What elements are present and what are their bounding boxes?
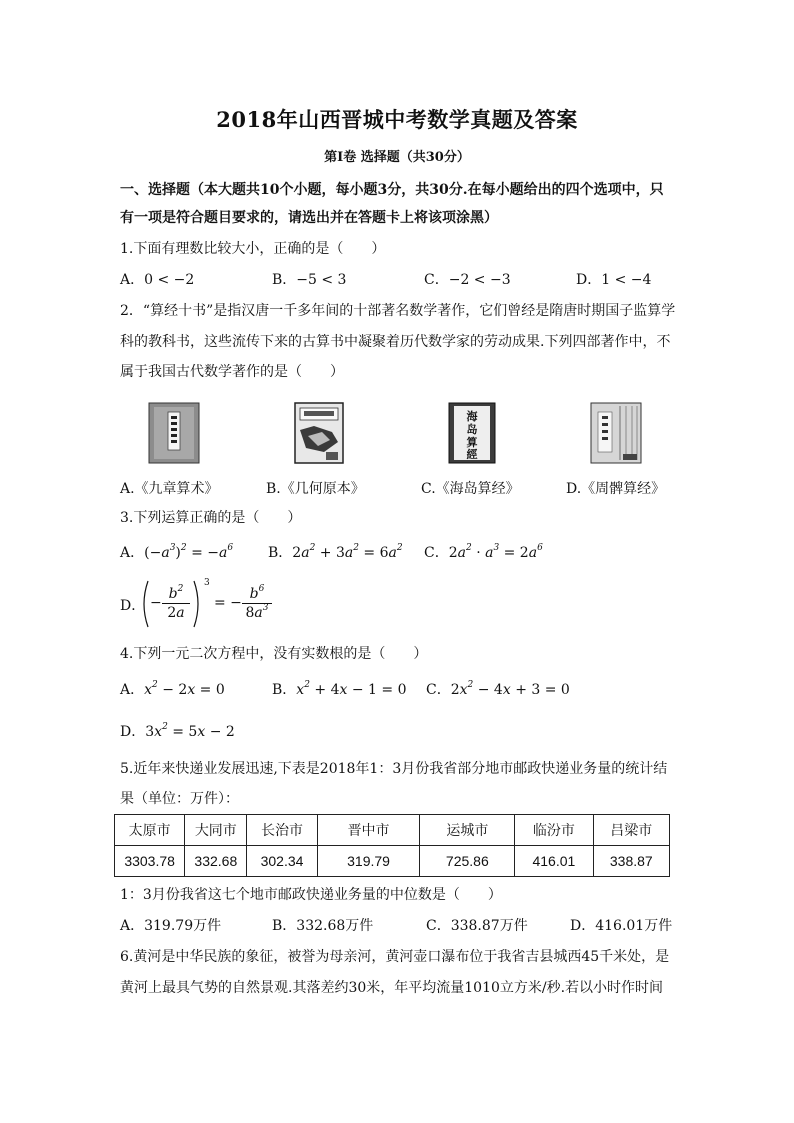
q3-option-c-expr: $2a^2 \cdot a^3 = 2a^6$ — [448, 543, 543, 561]
q6-line2: 黄河上最具气势的自然景观.其落差约30米，年平均流量1010立方米/秒.若以小时作时间 — [120, 980, 664, 996]
table-header-cell: 晋中市 — [317, 815, 420, 846]
table-cell: 302.34 — [247, 846, 317, 877]
q2-line1: 2．“算经十书”是指汉唐一千多年间的十部著名数学著作，它们曾经是隋唐时期国子监算学 — [120, 303, 676, 319]
svg-text:算: 算 — [466, 436, 478, 449]
table-cell: 332.68 — [185, 846, 247, 877]
section-subtitle: 第Ⅰ卷 选择题（共30分） — [324, 150, 470, 165]
q3-stem: 3.下列运算正确的是（ ） — [120, 510, 302, 526]
book-image-jihe — [294, 402, 344, 464]
q1-option-d: D．1 < −4 — [576, 272, 652, 288]
q5-option-b: B．332.68万件 — [272, 918, 374, 934]
fraction-left: $\frac{b^2}{2a}$ — [162, 585, 190, 622]
q2-line2: 科的教科书，这些流传下来的古算书中凝聚着历代数学家的劳动成果.下列四部著作中，不 — [120, 334, 671, 350]
page-title: 2018年山西晋城中考数学真题及答案 — [216, 107, 578, 132]
table-header-cell: 吕梁市 — [593, 815, 669, 846]
svg-text:岛: 岛 — [466, 423, 478, 436]
minus-sign: − — [150, 595, 162, 611]
q4-option-d-label: D． — [120, 724, 146, 740]
table-header-cell: 临汾市 — [515, 815, 593, 846]
q4-option-b — [272, 681, 406, 699]
q3-option-b — [268, 544, 403, 562]
equals-minus: = − — [214, 595, 242, 611]
q4-stem: 4.下列一元二次方程中，没有实数根的是（ ） — [120, 646, 428, 662]
section-instructions-line1: 一、选择题（本大题共10个小题，每小题3分，共30分.在每小题给出的四个选项中，只 — [120, 182, 664, 198]
q4-option-a-label: A． — [120, 682, 145, 698]
q3-option-d — [120, 576, 320, 632]
q4-option-b-label: B． — [272, 682, 297, 698]
table-header-cell: 运城市 — [420, 815, 515, 846]
table-cell: 319.79 — [317, 846, 420, 877]
table-header-cell: 大同市 — [185, 815, 247, 846]
q3-option-d-label: D． — [120, 598, 146, 614]
q4-option-d-expr: $3x^2 = 5x - 2$ — [145, 722, 235, 740]
fraction-right: $\frac{b^6}{8a^3}$ — [242, 585, 272, 622]
q4-option-a-expr: $x^2 - 2x = 0$ — [144, 680, 225, 698]
book-image-zhoubi — [590, 402, 642, 464]
q3-option-c — [424, 544, 543, 562]
svg-text:海: 海 — [466, 410, 478, 423]
book-image-jiuzhang — [148, 402, 200, 464]
q4-option-c-expr: $2x^2 - 4x + 3 = 0$ — [450, 680, 570, 698]
table-cell: 338.87 — [593, 846, 669, 877]
q6-line1: 6.黄河是中华民族的象征，被誉为母亲河，黄河壶口瀑布位于我省吉县城西45千米处，是 — [120, 949, 670, 965]
q3-option-c-label: C． — [424, 545, 449, 561]
svg-text:經: 經 — [466, 448, 478, 461]
left-paren — [138, 580, 150, 628]
q3-option-a-label: A． — [120, 545, 145, 561]
q3-option-b-label: B． — [268, 545, 293, 561]
q1-option-b: B．−5 < 3 — [272, 272, 347, 288]
q4-option-c-label: C． — [426, 682, 451, 698]
q3-option-a — [120, 544, 233, 562]
book-image-haidao — [448, 402, 496, 464]
q1-stem: 1.下面有理数比较大小，正确的是（ ） — [120, 241, 386, 257]
q5-stats-table — [114, 814, 670, 877]
q1-option-c: C．−2 < −3 — [424, 272, 511, 288]
q4-option-c — [426, 681, 570, 699]
q3-option-a-expr: $(-a^3)^2 = -a^6$ — [144, 543, 234, 561]
q5-option-d: D．416.01万件 — [570, 918, 673, 934]
outer-exponent: 3 — [204, 578, 210, 588]
q1-option-a: A．0 < −2 — [120, 272, 195, 288]
q5-line2: 果（单位：万件）： — [120, 791, 239, 807]
q2-option-b: B.《几何原本》 — [266, 481, 365, 497]
section-instructions-line2: 有一项是符合题目要求的，请选出并在答题卡上将该项涂黑） — [120, 210, 498, 226]
q2-line3: 属于我国古代数学著作的是（ ） — [120, 364, 344, 380]
q5-line1: 5.近年来快递业发展迅速,下表是2018年1：3月份我省部分地市邮政快递业务量的统计结 — [120, 761, 668, 777]
q5-option-c: C．338.87万件 — [426, 918, 528, 934]
table-cell: 416.01 — [515, 846, 593, 877]
table-header-row — [115, 815, 670, 846]
q5-option-a: A．319.79万件 — [120, 918, 222, 934]
q5-stem: 1：3月份我省这七个地市邮政快递业务量的中位数是（ ） — [120, 887, 502, 903]
q2-option-d: D.《周髀算经》 — [566, 481, 666, 497]
table-header-cell: 太原市 — [115, 815, 185, 846]
q3-option-b-expr: $2a^2 + 3a^2 = 6a^2$ — [292, 543, 403, 561]
table-header-cell: 长治市 — [247, 815, 317, 846]
q2-option-a: A.《九章算术》 — [120, 481, 219, 497]
table-row — [115, 846, 670, 877]
table-cell: 3303.78 — [115, 846, 185, 877]
q4-option-a — [120, 681, 225, 699]
q4-option-b-expr: $x^2 + 4x - 1 = 0$ — [296, 680, 407, 698]
right-paren — [192, 580, 204, 628]
q4-option-d — [120, 723, 235, 741]
q2-option-c: C.《海岛算经》 — [421, 481, 520, 497]
table-cell: 725.86 — [420, 846, 515, 877]
